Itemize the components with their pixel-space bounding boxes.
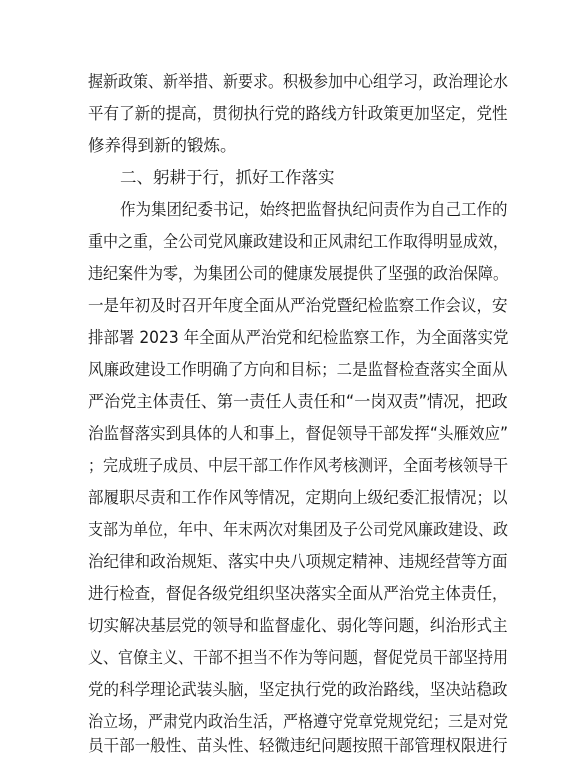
paragraph-line: 党的科学理论武装头脑，坚定执行党的政治路线，坚决站稳政 <box>88 680 508 699</box>
paragraph-line: 治监督落实到具体的人和事上，督促领导干部发挥“头雁效应” <box>88 424 509 443</box>
paragraph-line: 治立场，严肃党内政治生活，严格遵守党章党规党纪；三是对党 <box>88 712 508 731</box>
paragraph-line: 排部署 2023 年全面从严治党和纪检监察工作，为全面落实党 <box>88 328 509 347</box>
paragraph-line: 治纪律和政治规矩、落实中央八项规定精神、违规经营等方面 <box>88 552 508 571</box>
paragraph-line: 平有了新的提高，贯彻执行党的路线方针政策更加坚定，党性 <box>88 104 508 123</box>
paragraph-line: 义、官僚主义、干部不担当不作为等问题，督促党员干部坚持用 <box>88 648 508 667</box>
paragraph-line: 支部为单位，年中、年末两次对集团及子公司党风廉政建设、政 <box>88 520 508 539</box>
paragraph-line: 风廉政建设工作明确了方向和目标；二是监督检查落实全面从 <box>88 360 508 379</box>
paragraph-line: 进行检查，督促各级党组织坚决落实全面从严治党主体责任， <box>88 584 508 603</box>
paragraph-line: 切实解决基层党的领导和监督虚化、弱化等问题，纠治形式主 <box>88 616 508 635</box>
paragraph-line: 部履职尽责和工作作风等情况，定期向上级纪委汇报情况；以 <box>88 488 508 507</box>
section-heading: 二、躬耕于行，抓好工作落实 <box>120 168 335 187</box>
paragraph-line: 修养得到新的锻炼。 <box>88 136 237 155</box>
paragraph-line: ；完成班子成员、中层干部工作作风考核测评，全面考核领导干 <box>88 456 508 475</box>
paragraph-line: 作为集团纪委书记，始终把监督执纪问责作为自己工作的 <box>120 200 508 219</box>
paragraph-line: 握新政策、新举措、新要求。积极参加中心组学习，政治理论水 <box>88 72 508 91</box>
paragraph-line: 一是年初及时召开年度全面从严治党暨纪检监察工作会议，安 <box>88 296 508 315</box>
paragraph-line: 严治党主体责任、第一责任人责任和“一岗双责”情况，把政 <box>88 392 508 411</box>
paragraph-line: 违纪案件为零，为集团公司的健康发展提供了坚强的政治保障。 <box>88 264 508 283</box>
paragraph-line: 员干部一般性、苗头性、轻微违纪问题按照干部管理权限进行 <box>88 736 508 755</box>
paragraph-line: 重中之重，全公司党风廉政建设和正风肃纪工作取得明显成效， <box>88 232 508 251</box>
